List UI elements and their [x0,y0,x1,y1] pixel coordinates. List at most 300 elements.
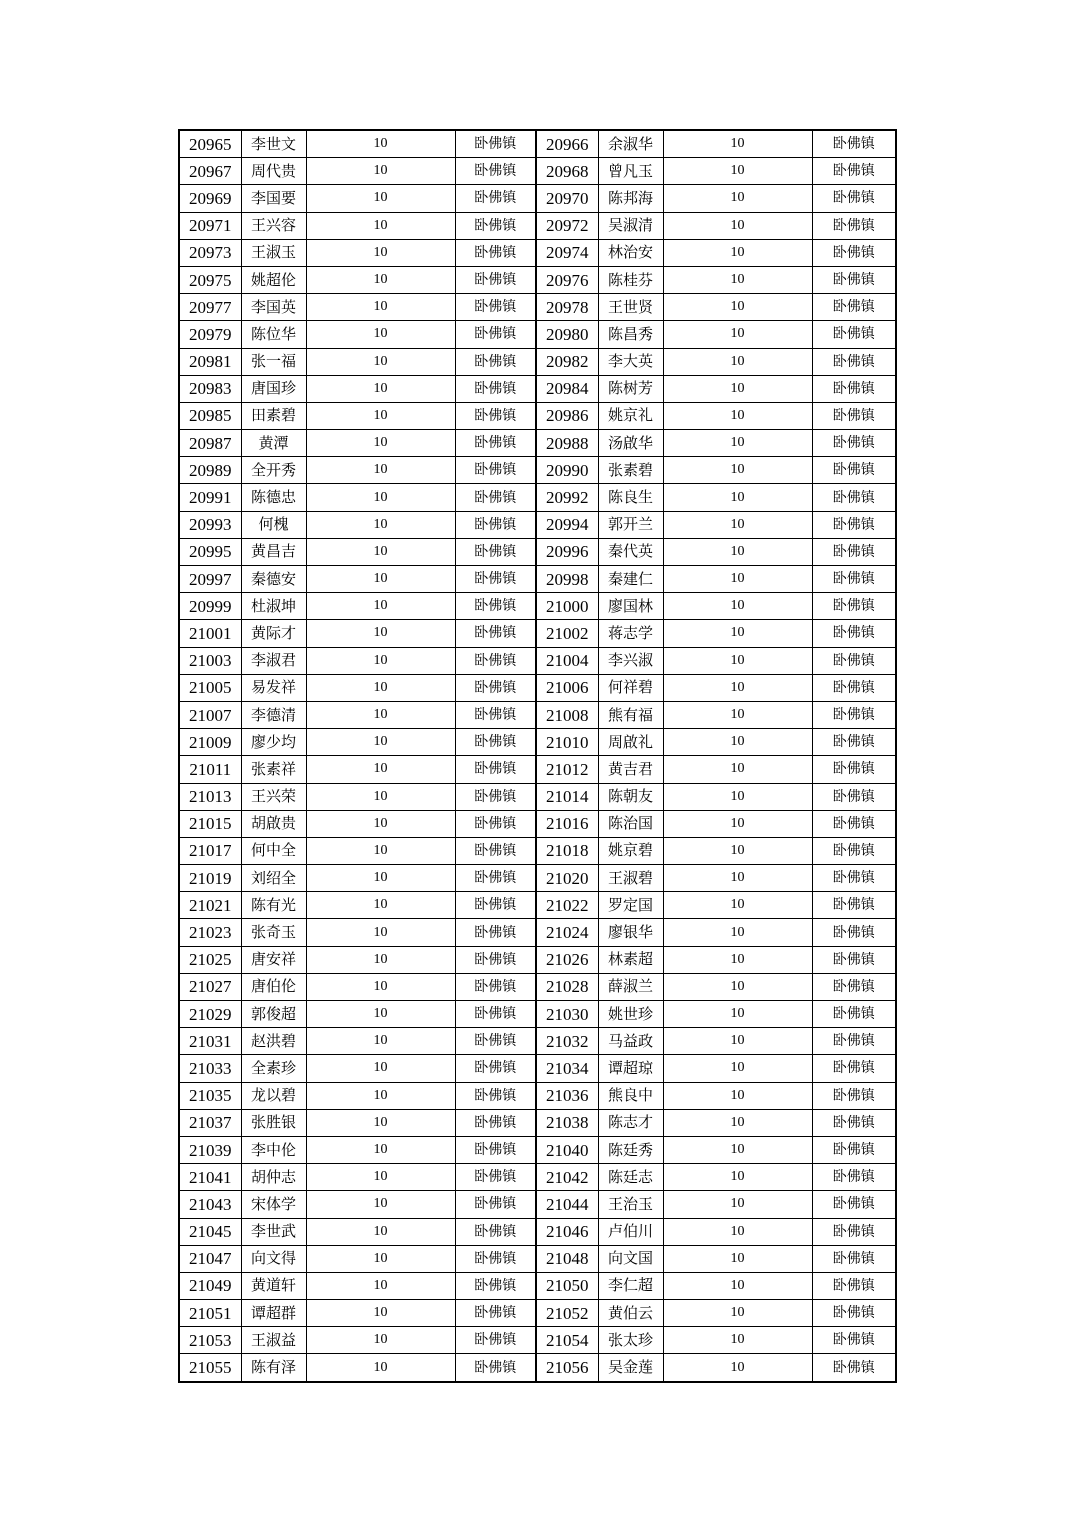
left-town-cell: 卧佛镇 [455,375,536,402]
table-row [179,756,896,783]
left-id-cell: 21015 [179,810,241,837]
right-town-cell: 卧佛镇 [812,973,896,1000]
table-row [179,430,896,457]
right-name-cell: 姚京礼 [598,402,663,429]
left-town-cell: 卧佛镇 [455,647,536,674]
left-town-cell: 卧佛镇 [455,674,536,701]
right-id-cell: 21024 [536,919,598,946]
left-amount-cell: 10 [306,1327,455,1354]
right-amount-cell: 10 [663,674,812,701]
left-amount-cell: 10 [306,1245,455,1272]
right-town-cell: 卧佛镇 [812,212,896,239]
right-amount-cell: 10 [663,1191,812,1218]
left-town-cell: 卧佛镇 [455,756,536,783]
left-name-cell: 黄昌吉 [241,538,306,565]
right-town-cell: 卧佛镇 [812,1354,896,1382]
left-amount-cell: 10 [306,1055,455,1082]
left-town-cell: 卧佛镇 [455,1191,536,1218]
right-amount-cell: 10 [663,973,812,1000]
left-amount-cell: 10 [306,1164,455,1191]
right-amount-cell: 10 [663,647,812,674]
right-id-cell: 21038 [536,1109,598,1136]
right-amount-cell: 10 [663,729,812,756]
right-amount-cell: 10 [663,783,812,810]
right-name-cell: 黄伯云 [598,1300,663,1327]
left-name-cell: 陈有泽 [241,1354,306,1382]
right-town-cell: 卧佛镇 [812,1218,896,1245]
left-amount-cell: 10 [306,783,455,810]
left-town-cell: 卧佛镇 [455,484,536,511]
right-name-cell: 林治安 [598,239,663,266]
right-name-cell: 汤啟华 [598,430,663,457]
left-name-cell: 田素碧 [241,402,306,429]
right-amount-cell: 10 [663,321,812,348]
right-town-cell: 卧佛镇 [812,919,896,946]
table-row [179,1218,896,1245]
right-amount-cell: 10 [663,946,812,973]
right-id-cell: 20998 [536,566,598,593]
left-town-cell: 卧佛镇 [455,1109,536,1136]
left-name-cell: 唐安祥 [241,946,306,973]
table-row [179,511,896,538]
left-name-cell: 陈位华 [241,321,306,348]
left-amount-cell: 10 [306,946,455,973]
left-name-cell: 杜淑坤 [241,593,306,620]
right-id-cell: 20982 [536,348,598,375]
right-amount-cell: 10 [663,1327,812,1354]
left-amount-cell: 10 [306,647,455,674]
left-amount-cell: 10 [306,185,455,212]
left-id-cell: 21033 [179,1055,241,1082]
table-row [179,810,896,837]
right-town-cell: 卧佛镇 [812,620,896,647]
left-id-cell: 21025 [179,946,241,973]
right-town-cell: 卧佛镇 [812,783,896,810]
left-town-cell: 卧佛镇 [455,593,536,620]
right-name-cell: 李兴淑 [598,647,663,674]
right-amount-cell: 10 [663,837,812,864]
left-id-cell: 21013 [179,783,241,810]
left-town-cell: 卧佛镇 [455,158,536,185]
left-id-cell: 20979 [179,321,241,348]
table-row [179,865,896,892]
table-row [179,402,896,429]
left-name-cell: 黄际才 [241,620,306,647]
right-name-cell: 郭开兰 [598,511,663,538]
right-name-cell: 廖银华 [598,919,663,946]
left-amount-cell: 10 [306,892,455,919]
left-id-cell: 20969 [179,185,241,212]
right-name-cell: 蒋志学 [598,620,663,647]
right-amount-cell: 10 [663,810,812,837]
right-amount-cell: 10 [663,239,812,266]
right-id-cell: 21054 [536,1327,598,1354]
right-amount-cell: 10 [663,212,812,239]
right-id-cell: 20976 [536,266,598,293]
left-name-cell: 易发祥 [241,674,306,701]
left-id-cell: 21005 [179,674,241,701]
right-town-cell: 卧佛镇 [812,1055,896,1082]
table-row [179,239,896,266]
right-name-cell: 李大英 [598,348,663,375]
right-name-cell: 吴淑清 [598,212,663,239]
left-id-cell: 20967 [179,158,241,185]
left-town-cell: 卧佛镇 [455,1272,536,1299]
left-amount-cell: 10 [306,1218,455,1245]
right-amount-cell: 10 [663,1109,812,1136]
right-town-cell: 卧佛镇 [812,457,896,484]
right-id-cell: 21028 [536,973,598,1000]
right-amount-cell: 10 [663,430,812,457]
right-id-cell: 21014 [536,783,598,810]
table-row [179,294,896,321]
left-name-cell: 张奇玉 [241,919,306,946]
left-id-cell: 21039 [179,1136,241,1163]
left-town-cell: 卧佛镇 [455,321,536,348]
right-name-cell: 薛淑兰 [598,973,663,1000]
right-amount-cell: 10 [663,348,812,375]
left-id-cell: 20985 [179,402,241,429]
right-name-cell: 陈桂芬 [598,266,663,293]
left-id-cell: 21023 [179,919,241,946]
right-town-cell: 卧佛镇 [812,484,896,511]
left-name-cell: 李国英 [241,294,306,321]
right-amount-cell: 10 [663,1001,812,1028]
right-name-cell: 马益政 [598,1028,663,1055]
right-amount-cell: 10 [663,1028,812,1055]
right-town-cell: 卧佛镇 [812,430,896,457]
right-amount-cell: 10 [663,593,812,620]
left-town-cell: 卧佛镇 [455,1082,536,1109]
left-amount-cell: 10 [306,1082,455,1109]
right-name-cell: 陈治国 [598,810,663,837]
right-id-cell: 21008 [536,701,598,728]
right-name-cell: 黄吉君 [598,756,663,783]
right-town-cell: 卧佛镇 [812,348,896,375]
left-town-cell: 卧佛镇 [455,266,536,293]
right-town-cell: 卧佛镇 [812,647,896,674]
right-id-cell: 20978 [536,294,598,321]
left-id-cell: 20993 [179,511,241,538]
left-amount-cell: 10 [306,620,455,647]
right-amount-cell: 10 [663,1245,812,1272]
left-amount-cell: 10 [306,674,455,701]
right-amount-cell: 10 [663,185,812,212]
table-row [179,729,896,756]
left-name-cell: 唐伯伦 [241,973,306,1000]
left-id-cell: 21019 [179,865,241,892]
right-town-cell: 卧佛镇 [812,566,896,593]
table-row [179,321,896,348]
left-id-cell: 21043 [179,1191,241,1218]
right-id-cell: 20990 [536,457,598,484]
right-name-cell: 吴金莲 [598,1354,663,1382]
right-id-cell: 21050 [536,1272,598,1299]
right-id-cell: 21040 [536,1136,598,1163]
right-id-cell: 21016 [536,810,598,837]
right-amount-cell: 10 [663,865,812,892]
left-town-cell: 卧佛镇 [455,1218,536,1245]
right-id-cell: 21042 [536,1164,598,1191]
left-name-cell: 何槐 [241,511,306,538]
table-row [179,1028,896,1055]
left-name-cell: 秦德安 [241,566,306,593]
left-id-cell: 21051 [179,1300,241,1327]
right-town-cell: 卧佛镇 [812,1245,896,1272]
left-town-cell: 卧佛镇 [455,1028,536,1055]
right-town-cell: 卧佛镇 [812,1327,896,1354]
left-id-cell: 20987 [179,430,241,457]
right-name-cell: 林素超 [598,946,663,973]
right-id-cell: 21056 [536,1354,598,1382]
left-town-cell: 卧佛镇 [455,810,536,837]
table-row [179,1055,896,1082]
left-id-cell: 20999 [179,593,241,620]
right-town-cell: 卧佛镇 [812,946,896,973]
right-amount-cell: 10 [663,402,812,429]
left-amount-cell: 10 [306,266,455,293]
left-town-cell: 卧佛镇 [455,729,536,756]
right-name-cell: 李仁超 [598,1272,663,1299]
table-row [179,1191,896,1218]
right-name-cell: 王治玉 [598,1191,663,1218]
right-name-cell: 陈廷志 [598,1164,663,1191]
left-name-cell: 张一福 [241,348,306,375]
left-id-cell: 21031 [179,1028,241,1055]
right-amount-cell: 10 [663,919,812,946]
right-town-cell: 卧佛镇 [812,892,896,919]
left-id-cell: 21027 [179,973,241,1000]
right-town-cell: 卧佛镇 [812,1136,896,1163]
table-row [179,1136,896,1163]
right-town-cell: 卧佛镇 [812,701,896,728]
left-amount-cell: 10 [306,1354,455,1382]
left-name-cell: 谭超群 [241,1300,306,1327]
table-row [179,946,896,973]
right-id-cell: 21036 [536,1082,598,1109]
left-town-cell: 卧佛镇 [455,212,536,239]
right-amount-cell: 10 [663,1164,812,1191]
left-name-cell: 唐国珍 [241,375,306,402]
right-name-cell: 何祥碧 [598,674,663,701]
right-town-cell: 卧佛镇 [812,130,896,158]
left-amount-cell: 10 [306,1001,455,1028]
left-name-cell: 李国要 [241,185,306,212]
left-name-cell: 刘绍全 [241,865,306,892]
right-amount-cell: 10 [663,1136,812,1163]
left-town-cell: 卧佛镇 [455,919,536,946]
left-name-cell: 张胜银 [241,1109,306,1136]
left-amount-cell: 10 [306,837,455,864]
left-amount-cell: 10 [306,457,455,484]
left-amount-cell: 10 [306,511,455,538]
left-town-cell: 卧佛镇 [455,1354,536,1382]
right-id-cell: 21032 [536,1028,598,1055]
right-town-cell: 卧佛镇 [812,865,896,892]
right-name-cell: 曾凡玉 [598,158,663,185]
left-amount-cell: 10 [306,973,455,1000]
right-id-cell: 21004 [536,647,598,674]
right-id-cell: 20970 [536,185,598,212]
right-town-cell: 卧佛镇 [812,756,896,783]
right-town-cell: 卧佛镇 [812,1082,896,1109]
table-row [179,1327,896,1354]
right-id-cell: 21012 [536,756,598,783]
right-id-cell: 21044 [536,1191,598,1218]
table-row [179,593,896,620]
left-amount-cell: 10 [306,239,455,266]
left-town-cell: 卧佛镇 [455,783,536,810]
right-name-cell: 陈邦海 [598,185,663,212]
left-town-cell: 卧佛镇 [455,865,536,892]
right-town-cell: 卧佛镇 [812,1191,896,1218]
left-name-cell: 李中伦 [241,1136,306,1163]
right-town-cell: 卧佛镇 [812,1300,896,1327]
left-id-cell: 20971 [179,212,241,239]
right-name-cell: 陈良生 [598,484,663,511]
left-id-cell: 20995 [179,538,241,565]
table-row [179,484,896,511]
table-row [179,457,896,484]
left-amount-cell: 10 [306,1300,455,1327]
right-amount-cell: 10 [663,511,812,538]
left-town-cell: 卧佛镇 [455,511,536,538]
left-id-cell: 21007 [179,701,241,728]
table-row [179,566,896,593]
left-id-cell: 20983 [179,375,241,402]
right-id-cell: 21020 [536,865,598,892]
right-town-cell: 卧佛镇 [812,158,896,185]
left-id-cell: 20991 [179,484,241,511]
left-id-cell: 20965 [179,130,241,158]
left-id-cell: 20977 [179,294,241,321]
left-amount-cell: 10 [306,756,455,783]
right-id-cell: 21030 [536,1001,598,1028]
right-town-cell: 卧佛镇 [812,1028,896,1055]
right-name-cell: 陈志才 [598,1109,663,1136]
right-id-cell: 21018 [536,837,598,864]
left-name-cell: 向文得 [241,1245,306,1272]
right-amount-cell: 10 [663,620,812,647]
left-name-cell: 李世武 [241,1218,306,1245]
left-amount-cell: 10 [306,212,455,239]
table-row [179,1082,896,1109]
right-id-cell: 21002 [536,620,598,647]
left-town-cell: 卧佛镇 [455,430,536,457]
left-town-cell: 卧佛镇 [455,620,536,647]
right-town-cell: 卧佛镇 [812,729,896,756]
right-town-cell: 卧佛镇 [812,294,896,321]
left-id-cell: 21011 [179,756,241,783]
left-town-cell: 卧佛镇 [455,892,536,919]
left-amount-cell: 10 [306,375,455,402]
left-amount-cell: 10 [306,402,455,429]
table-row [179,348,896,375]
left-town-cell: 卧佛镇 [455,457,536,484]
table-row [179,185,896,212]
left-amount-cell: 10 [306,701,455,728]
left-id-cell: 21029 [179,1001,241,1028]
right-id-cell: 20984 [536,375,598,402]
right-id-cell: 20974 [536,239,598,266]
left-amount-cell: 10 [306,294,455,321]
right-town-cell: 卧佛镇 [812,402,896,429]
left-id-cell: 21037 [179,1109,241,1136]
right-id-cell: 21026 [536,946,598,973]
right-town-cell: 卧佛镇 [812,538,896,565]
table-row [179,647,896,674]
left-amount-cell: 10 [306,1191,455,1218]
table-row [179,1164,896,1191]
right-name-cell: 张素碧 [598,457,663,484]
right-name-cell: 谭超琼 [598,1055,663,1082]
left-amount-cell: 10 [306,919,455,946]
left-amount-cell: 10 [306,1136,455,1163]
left-name-cell: 李世文 [241,130,306,158]
table-row [179,1300,896,1327]
right-id-cell: 21000 [536,593,598,620]
left-town-cell: 卧佛镇 [455,946,536,973]
table-row [179,701,896,728]
right-amount-cell: 10 [663,756,812,783]
right-name-cell: 张太珍 [598,1327,663,1354]
left-name-cell: 何中全 [241,837,306,864]
right-amount-cell: 10 [663,457,812,484]
left-name-cell: 周代贵 [241,158,306,185]
right-amount-cell: 10 [663,538,812,565]
right-name-cell: 廖国林 [598,593,663,620]
table-row [179,266,896,293]
left-town-cell: 卧佛镇 [455,1001,536,1028]
left-id-cell: 21045 [179,1218,241,1245]
left-name-cell: 廖少均 [241,729,306,756]
left-name-cell: 姚超伦 [241,266,306,293]
table-row [179,837,896,864]
right-amount-cell: 10 [663,1082,812,1109]
left-amount-cell: 10 [306,158,455,185]
right-name-cell: 秦代英 [598,538,663,565]
left-amount-cell: 10 [306,1272,455,1299]
right-id-cell: 20992 [536,484,598,511]
table-row [179,919,896,946]
right-amount-cell: 10 [663,484,812,511]
right-id-cell: 20996 [536,538,598,565]
left-name-cell: 胡啟贵 [241,810,306,837]
left-name-cell: 李淑君 [241,647,306,674]
right-id-cell: 21022 [536,892,598,919]
right-name-cell: 熊良中 [598,1082,663,1109]
left-amount-cell: 10 [306,321,455,348]
left-amount-cell: 10 [306,430,455,457]
left-name-cell: 王淑玉 [241,239,306,266]
right-id-cell: 20972 [536,212,598,239]
left-town-cell: 卧佛镇 [455,538,536,565]
table-row [179,375,896,402]
right-id-cell: 20966 [536,130,598,158]
left-town-cell: 卧佛镇 [455,239,536,266]
right-id-cell: 21010 [536,729,598,756]
right-amount-cell: 10 [663,1300,812,1327]
left-town-cell: 卧佛镇 [455,1300,536,1327]
left-id-cell: 20997 [179,566,241,593]
left-town-cell: 卧佛镇 [455,130,536,158]
left-id-cell: 20989 [179,457,241,484]
left-town-cell: 卧佛镇 [455,566,536,593]
right-name-cell: 余淑华 [598,130,663,158]
left-town-cell: 卧佛镇 [455,1136,536,1163]
left-id-cell: 21035 [179,1082,241,1109]
left-name-cell: 王兴荣 [241,783,306,810]
